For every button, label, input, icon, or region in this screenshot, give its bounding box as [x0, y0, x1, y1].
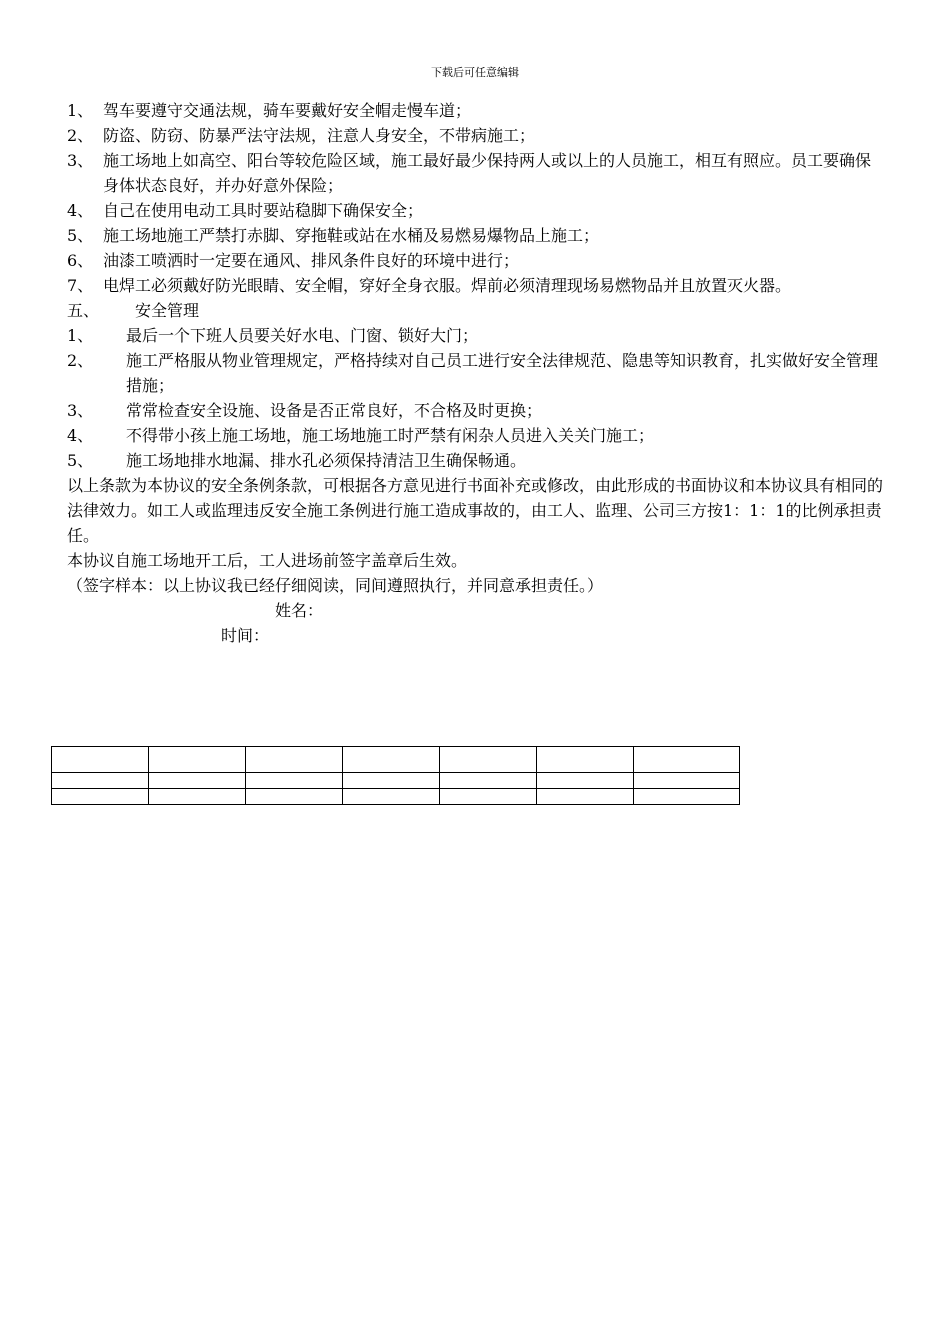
table-cell[interactable] — [440, 747, 537, 773]
section-number: 五、 — [67, 301, 100, 320]
table-cell[interactable] — [634, 747, 740, 773]
list-number: 1、 — [67, 326, 94, 345]
table-cell[interactable] — [343, 789, 440, 805]
table-cell[interactable] — [537, 773, 634, 789]
section-title: 安全管理 — [135, 301, 200, 320]
list-item-safety-1 — [67, 98, 883, 123]
effective-paragraph: 本协议自施工场地开工后，工人进场前签字盖章后生效。 — [67, 551, 468, 570]
list-text: 施工场地上如高空、阳台等较危险区域，施工最好最少保持两人或以上的人员施工，相互有照应。员工要确保身体状态良好，并办好意外保险； — [103, 151, 872, 195]
table-cell[interactable] — [440, 789, 537, 805]
document-body — [67, 98, 883, 648]
list-item-management-5 — [67, 448, 883, 473]
list-text: 常常检查安全设施、设备是否正常良好，不合格及时更换； — [126, 401, 543, 420]
table-cell[interactable] — [343, 773, 440, 789]
table-cell[interactable] — [246, 773, 343, 789]
list-text: 防盗、防窃、防暴严法守法规，注意人身安全，不带病施工； — [103, 126, 536, 145]
list-number: 2、 — [67, 351, 94, 370]
table-cell[interactable] — [537, 789, 634, 805]
list-item-management-3 — [67, 398, 883, 423]
table-cell[interactable] — [537, 747, 634, 773]
list-item-management-1 — [67, 323, 883, 348]
table-row — [52, 747, 740, 773]
list-number: 6、 — [67, 251, 94, 270]
table-cell[interactable] — [52, 789, 149, 805]
signature-sample-note: （签字样本：以上协议我已经仔细阅读，同间遵照执行，并同意承担责任。） — [67, 576, 604, 595]
list-item-safety-2 — [67, 123, 883, 148]
list-number: 5、 — [67, 226, 94, 245]
table-cell[interactable] — [440, 773, 537, 789]
list-number: 4、 — [67, 201, 94, 220]
table-cell[interactable] — [246, 789, 343, 805]
signature-name-label: 姓名： — [275, 601, 324, 620]
list-text: 油漆工喷洒时一定要在通风、排风条件良好的环境中进行； — [103, 251, 520, 270]
list-text: 驾车要遵守交通法规，骑车要戴好安全帽走慢车道； — [103, 101, 472, 120]
list-item-management-2 — [67, 348, 883, 398]
list-number: 1、 — [67, 101, 94, 120]
signature-time-label: 时间： — [221, 626, 270, 645]
list-text: 自己在使用电动工具时要站稳脚下确保安全； — [103, 201, 424, 220]
table-row — [52, 789, 740, 805]
section-heading — [67, 298, 883, 323]
list-number: 4、 — [67, 426, 94, 445]
table-cell[interactable] — [149, 773, 246, 789]
list-item-safety-7 — [67, 273, 883, 298]
list-text: 施工严格服从物业管理规定，严格持续对自己员工进行安全法律规范、隐患等知识教育，扎实做好安全管理措施； — [126, 351, 879, 395]
list-number: 3、 — [67, 151, 94, 170]
list-item-safety-3 — [67, 148, 883, 198]
table-cell[interactable] — [52, 747, 149, 773]
list-number: 5、 — [67, 451, 94, 470]
list-text: 施工场地施工严禁打赤脚、穿拖鞋或站在水桶及易燃易爆物品上施工； — [103, 226, 600, 245]
list-item-safety-4 — [67, 198, 883, 223]
list-text: 最后一个下班人员要关好水电、门窗、锁好大门； — [126, 326, 479, 345]
table-cell[interactable] — [634, 789, 740, 805]
list-item-safety-6 — [67, 248, 883, 273]
table-cell[interactable] — [149, 747, 246, 773]
list-number: 3、 — [67, 401, 94, 420]
list-text: 电焊工必须戴好防光眼睛、安全帽，穿好全身衣服。焊前必须清理现场易燃物品并且放置灭火器。 — [103, 276, 792, 295]
table-row — [52, 773, 740, 789]
table-cell[interactable] — [246, 747, 343, 773]
list-text: 施工场地排水地漏、排水孔必须保持清洁卫生确保畅通。 — [126, 451, 527, 470]
table-cell[interactable] — [52, 773, 149, 789]
list-number: 2、 — [67, 126, 94, 145]
list-number: 7、 — [67, 276, 94, 295]
table-cell[interactable] — [149, 789, 246, 805]
page-header-note: 下载后可任意编辑 — [431, 66, 519, 79]
table-cell[interactable] — [634, 773, 740, 789]
agreement-paragraph: 以上条款为本协议的安全条例条款，可根据各方意见进行书面补充或修改，由此形成的书面协议和本协议具有相同的法律效力。如工人或监理违反安全施工条例进行施工造成事故的，由工人、监理、公司三方按1：1：1的比例承担责任。 — [67, 476, 884, 545]
table-cell[interactable] — [343, 747, 440, 773]
list-item-safety-5 — [67, 223, 883, 248]
list-item-management-4 — [67, 423, 883, 448]
signature-table — [51, 746, 740, 805]
list-text: 不得带小孩上施工场地，施工场地施工时严禁有闲杂人员进入关关门施工； — [126, 426, 655, 445]
